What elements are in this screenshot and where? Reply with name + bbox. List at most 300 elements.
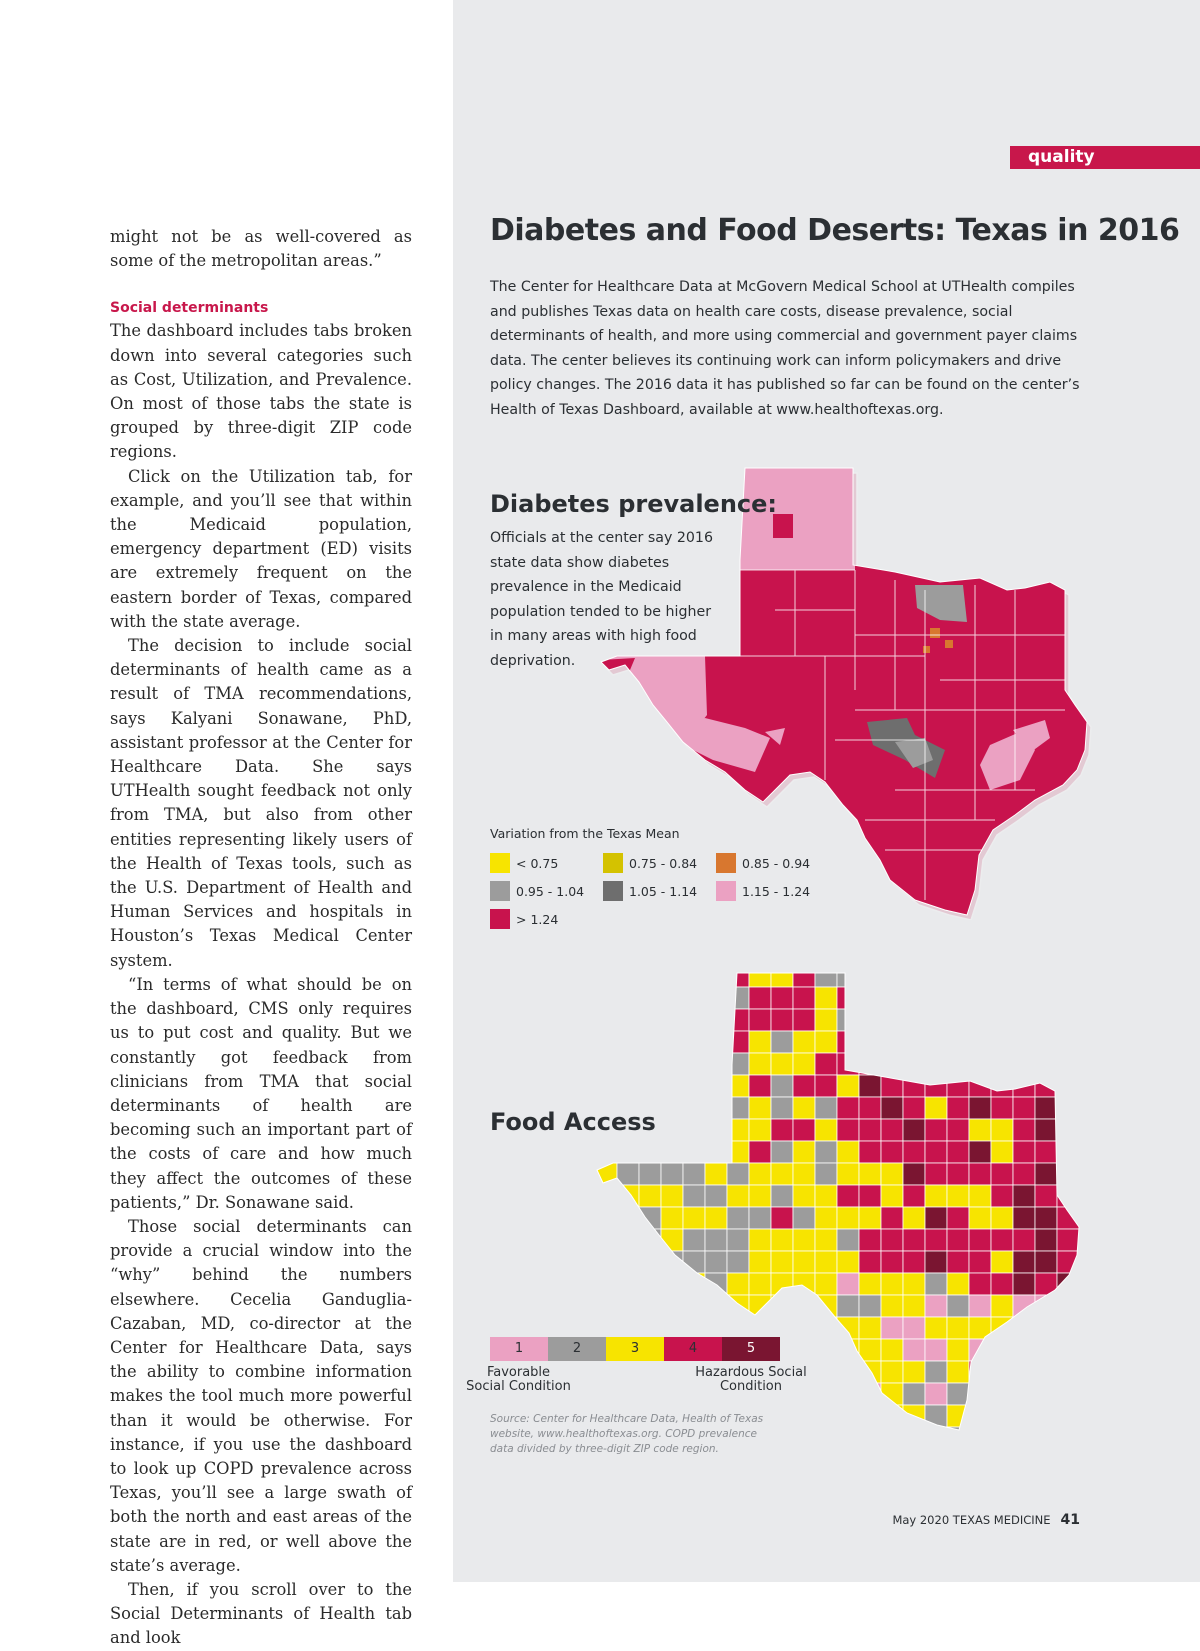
legend-swatch: [716, 853, 736, 873]
county-cell: [1035, 1339, 1057, 1361]
county-cell: [793, 1185, 815, 1207]
county-cell: [1013, 1251, 1035, 1273]
county-cell: [837, 1405, 859, 1427]
county-cell: [1079, 1097, 1101, 1119]
county-cell: [925, 1119, 947, 1141]
legend-item: 0.95 - 1.04: [490, 881, 603, 901]
county-cell: [683, 1229, 705, 1251]
county-cell: [925, 1185, 947, 1207]
county-cell: [1035, 1405, 1057, 1427]
county-cell: [595, 1361, 617, 1383]
county-cell: [881, 1295, 903, 1317]
county-cell: [925, 1383, 947, 1405]
scale-cell: 5: [722, 1337, 780, 1361]
county-cell: [705, 1053, 727, 1075]
county-cell: [903, 1229, 925, 1251]
county-cell: [903, 1273, 925, 1295]
issue-label: May 2020 TEXAS MEDICINE: [892, 1513, 1051, 1527]
county-cell: [639, 1295, 661, 1317]
county-cell: [705, 1317, 727, 1339]
county-cell: [1013, 1119, 1035, 1141]
county-cell: [1079, 1427, 1101, 1445]
county-cell: [859, 1273, 881, 1295]
county-cell: [1035, 1207, 1057, 1229]
county-cell: [969, 1097, 991, 1119]
county-cell: [859, 1339, 881, 1361]
county-cell: [815, 1251, 837, 1273]
county-cell: [1013, 1185, 1035, 1207]
county-cell: [1079, 1031, 1101, 1053]
county-cell: [683, 1317, 705, 1339]
scale-cell: 4: [664, 1337, 722, 1361]
county-cell: [925, 1141, 947, 1163]
county-cell: [1079, 1119, 1101, 1141]
county-cell: [903, 1295, 925, 1317]
legend-swatch: [490, 881, 510, 901]
county-cell: [1013, 1383, 1035, 1405]
county-cell: [815, 1053, 837, 1075]
county-cell: [815, 1361, 837, 1383]
county-cell: [969, 1405, 991, 1427]
county-cell: [771, 1273, 793, 1295]
county-cell: [1013, 1163, 1035, 1185]
county-cell: [969, 1251, 991, 1273]
county-cell: [925, 1273, 947, 1295]
county-cell: [661, 1251, 683, 1273]
county-cell: [771, 1229, 793, 1251]
county-cell: [1035, 1009, 1057, 1031]
county-cell: [859, 1405, 881, 1427]
county-cell: [903, 1097, 925, 1119]
county-cell: [859, 1185, 881, 1207]
county-cell: [1079, 1207, 1101, 1229]
county-cell: [903, 1075, 925, 1097]
page-footer: [892, 1512, 1080, 1528]
county-cell: [617, 1141, 639, 1163]
county-cell: [969, 965, 991, 987]
county-cell: [969, 1229, 991, 1251]
county-cell: [991, 987, 1013, 1009]
county-cell: [815, 1383, 837, 1405]
county-cell: [925, 1031, 947, 1053]
county-cell: [947, 1119, 969, 1141]
county-cell: [925, 965, 947, 987]
county-cell: [1013, 1427, 1035, 1445]
county-cell: [1079, 1053, 1101, 1075]
county-cell: [705, 1097, 727, 1119]
county-cell: [749, 1031, 771, 1053]
article-paragraph: The dashboard includes tabs broken down into several categories such as Cost, Utilization, and Prevalence. On most of those tabs the state is grouped by three-digit ZIP code regions.: [110, 321, 412, 462]
county-cell: [683, 1185, 705, 1207]
county-cell: [793, 1141, 815, 1163]
county-cell: [617, 987, 639, 1009]
legend-item: 0.75 - 0.84: [603, 853, 716, 873]
county-cell: [859, 1295, 881, 1317]
county-cell: [661, 987, 683, 1009]
county-cell: [859, 1119, 881, 1141]
county-cell: [595, 1383, 617, 1405]
county-cell: [1079, 1141, 1101, 1163]
county-cell: [837, 987, 859, 1009]
county-cell: [815, 1229, 837, 1251]
county-cell: [1013, 1097, 1035, 1119]
county-cell: [837, 1295, 859, 1317]
county-cell: [595, 1295, 617, 1317]
county-cell: [969, 1295, 991, 1317]
county-cell: [793, 1053, 815, 1075]
county-cell: [991, 1383, 1013, 1405]
county-cell: [661, 1317, 683, 1339]
county-cell: [683, 1141, 705, 1163]
county-cell: [969, 1361, 991, 1383]
county-cell: [815, 1317, 837, 1339]
county-cell: [749, 1075, 771, 1097]
county-cell: [771, 965, 793, 987]
county-cell: [1079, 1383, 1101, 1405]
county-cell: [859, 1163, 881, 1185]
diabetes-map-description: Officials at the center say 2016 state data show diabetes prevalence in the Medicaid population tended to be higher in many areas with high food deprivation.: [490, 530, 713, 669]
county-cell: [859, 1251, 881, 1273]
county-cell: [683, 1207, 705, 1229]
county-cell: [859, 1141, 881, 1163]
county-cell: [683, 1295, 705, 1317]
county-cell: [683, 1031, 705, 1053]
article-paragraph: Those social determinants can provide a crucial window into the “why” behind the numbers elsewhere. Cecelia Ganduglia-Cazaban, MD, co-director at the Center for Healthcare Data, says the ability to combine information makes the tool much more powerful than it would be otherwise. For instance, if you use the dashboard to look up COPD prevalence across Texas, you’ll see a large swath of both the north and east areas of the state are in red, or well above the state’s average.: [110, 1216, 412, 1575]
county-cell: [837, 1185, 859, 1207]
county-cell: [859, 1317, 881, 1339]
county-cell: [771, 1119, 793, 1141]
county-cell: [1057, 1339, 1079, 1361]
county-cell: [727, 1185, 749, 1207]
county-cell: [683, 1075, 705, 1097]
source-note: Source: Center for Healthcare Data, Health of Texas website, www.healthoftexas.org. COPD prevalence data divided by three-digit ZIP code region.: [490, 1413, 764, 1455]
county-cell: [771, 1295, 793, 1317]
county-cell: [1057, 1383, 1079, 1405]
county-cell: [683, 1053, 705, 1075]
county-cell: [947, 1031, 969, 1053]
county-cell: [595, 1317, 617, 1339]
county-cell: [991, 1251, 1013, 1273]
county-cell: [705, 965, 727, 987]
county-cell: [749, 1119, 771, 1141]
county-cell: [815, 1141, 837, 1163]
legend-swatch: [490, 853, 510, 873]
county-cell: [771, 1251, 793, 1273]
county-cell: [639, 1163, 661, 1185]
county-cell: [749, 1251, 771, 1273]
county-cell: [639, 1383, 661, 1405]
county-cell: [661, 1053, 683, 1075]
county-cell: [1057, 1075, 1079, 1097]
county-cell: [683, 1119, 705, 1141]
county-cell: [705, 1141, 727, 1163]
county-cell: [903, 1119, 925, 1141]
county-cell: [991, 1339, 1013, 1361]
county-cell: [595, 1207, 617, 1229]
county-cell: [881, 1119, 903, 1141]
county-cell: [903, 1185, 925, 1207]
legend-item: < 0.75: [490, 853, 603, 873]
county-cell: [1013, 965, 1035, 987]
county-cell: [947, 965, 969, 987]
county-cell: [727, 1317, 749, 1339]
county-cell: [793, 1207, 815, 1229]
county-cell: [969, 1273, 991, 1295]
county-cell: [903, 1251, 925, 1273]
county-cell: [859, 987, 881, 1009]
county-cell: [639, 1031, 661, 1053]
county-cell: [947, 1273, 969, 1295]
county-cell: [947, 1141, 969, 1163]
county-cell: [991, 1405, 1013, 1427]
article-paragraph: “In terms of what should be on the dashboard, CMS only requires us to put cost and quality. But we constantly got feedback from clinicians from TMA that social determinants of health are becoming such an important part of the costs of care and how much they affect the outcomes of these patients,” Dr. Sonawane said.: [110, 974, 412, 1212]
county-cell: [881, 1141, 903, 1163]
county-cell: [991, 1207, 1013, 1229]
county-cell: [595, 1009, 617, 1031]
county-cell: [683, 1163, 705, 1185]
county-cell: [1079, 1163, 1101, 1185]
county-cell: [617, 1317, 639, 1339]
county-cell: [947, 1097, 969, 1119]
legend-swatch: [490, 909, 510, 929]
county-cell: [727, 965, 749, 987]
county-cell: [617, 1383, 639, 1405]
county-cell: [1035, 1427, 1057, 1445]
county-cell: [705, 1119, 727, 1141]
county-cell: [947, 1075, 969, 1097]
county-cell: [617, 1295, 639, 1317]
county-cell: [837, 1207, 859, 1229]
county-cell: [815, 1031, 837, 1053]
county-cell: [1035, 1163, 1057, 1185]
county-cell: [639, 1317, 661, 1339]
county-cell: [859, 1031, 881, 1053]
county-cell: [969, 987, 991, 1009]
county-cell: [705, 1251, 727, 1273]
county-cell: [991, 1361, 1013, 1383]
county-cell: [661, 1141, 683, 1163]
county-cell: [925, 1009, 947, 1031]
county-cell: [991, 1097, 1013, 1119]
county-cell: [925, 1163, 947, 1185]
county-cell: [881, 1427, 903, 1445]
county-cell: [1035, 987, 1057, 1009]
county-cell: [793, 1295, 815, 1317]
county-cell: [683, 1009, 705, 1031]
county-cell: [969, 1141, 991, 1163]
county-cell: [1079, 965, 1101, 987]
food-access-map-title: Food Access: [490, 1108, 656, 1136]
county-cell: [1013, 1273, 1035, 1295]
county-cell: [661, 1383, 683, 1405]
county-cell: [881, 1053, 903, 1075]
county-cell: [793, 1229, 815, 1251]
county-cell: [1013, 987, 1035, 1009]
county-cell: [617, 1251, 639, 1273]
county-cell: [1035, 1251, 1057, 1273]
county-cell: [771, 1405, 793, 1427]
county-cell: [837, 1163, 859, 1185]
county-cell: [925, 1075, 947, 1097]
sidebar-intro: The Center for Healthcare Data at McGovern Medical School at UTHealth compiles and publishes Texas data on health care costs, disease prevalence, social determinants of health, and more using commercial and government payer claims data. The center believes its continuing work can inform policymakers and drive policy changes. The 2016 data it has published so far can be found on the center’s Health of Texas Dashboard, available at www.healthoftexas.org.: [490, 279, 1080, 418]
county-cell: [749, 1053, 771, 1075]
county-cell: [925, 1229, 947, 1251]
county-cell: [793, 987, 815, 1009]
county-cell: [881, 1361, 903, 1383]
county-cell: [705, 1185, 727, 1207]
diabetes-map-title: Diabetes prevalence:: [490, 490, 778, 518]
county-cell: [1079, 987, 1101, 1009]
county-cell: [639, 1075, 661, 1097]
sidebar-headline: Diabetes and Food Deserts: Texas in 2016: [490, 213, 1180, 248]
county-cell: [793, 1163, 815, 1185]
county-cell: [793, 1339, 815, 1361]
county-cell: [903, 1009, 925, 1031]
county-cell: [859, 1097, 881, 1119]
county-cell: [881, 1317, 903, 1339]
county-cell: [815, 1339, 837, 1361]
county-cell: [639, 1185, 661, 1207]
county-cell: [1035, 1273, 1057, 1295]
county-cell: [969, 1119, 991, 1141]
page-number: 41: [1060, 1512, 1080, 1528]
article-paragraph: might not be as well-covered as some of the metropolitan areas.”: [110, 227, 412, 271]
county-cell: [837, 1317, 859, 1339]
county-cell: [1035, 1185, 1057, 1207]
county-cell: [1057, 1229, 1079, 1251]
county-cell: [1057, 1207, 1079, 1229]
county-cell: [727, 1251, 749, 1273]
county-cell: [595, 1075, 617, 1097]
county-cell: [617, 1229, 639, 1251]
county-cell: [705, 1075, 727, 1097]
county-cell: [837, 1251, 859, 1273]
county-cell: [925, 1361, 947, 1383]
county-cell: [1035, 1383, 1057, 1405]
county-cell: [1035, 1031, 1057, 1053]
county-cell: [815, 1075, 837, 1097]
county-cell: [639, 1273, 661, 1295]
county-cell: [859, 1427, 881, 1445]
county-cell: [947, 1405, 969, 1427]
county-cell: [1057, 1295, 1079, 1317]
county-cell: [639, 1251, 661, 1273]
county-cell: [947, 1317, 969, 1339]
county-cell: [815, 1009, 837, 1031]
county-cell: [771, 1207, 793, 1229]
county-cell: [881, 1163, 903, 1185]
county-cell: [771, 1097, 793, 1119]
county-cell: [771, 1053, 793, 1075]
county-cell: [639, 965, 661, 987]
county-cell: [859, 1075, 881, 1097]
county-cell: [639, 1207, 661, 1229]
county-cell: [991, 1075, 1013, 1097]
county-cell: [771, 1317, 793, 1339]
county-cell: [1035, 1097, 1057, 1119]
article-paragraph: Click on the Utilization tab, for example, and you’ll see that within the Medicaid population, emergency department (ED) visits are extremely frequent on the eastern border of Texas, compared with the state average.: [110, 466, 412, 631]
county-cell: [1057, 1119, 1079, 1141]
county-cell: [969, 1075, 991, 1097]
county-cell: [903, 1427, 925, 1445]
county-cell: [793, 1075, 815, 1097]
county-cell: [727, 1141, 749, 1163]
county-cell: [1035, 1053, 1057, 1075]
county-cell: [727, 1295, 749, 1317]
county-cell: [683, 965, 705, 987]
county-cell: [947, 1251, 969, 1273]
county-cell: [661, 1075, 683, 1097]
county-cell: [859, 1361, 881, 1383]
county-cell: [1057, 1361, 1079, 1383]
county-cell: [881, 1185, 903, 1207]
county-cell: [815, 1185, 837, 1207]
county-cell: [1035, 965, 1057, 987]
county-cell: [705, 1295, 727, 1317]
county-cell: [881, 1339, 903, 1361]
county-cell: [749, 1317, 771, 1339]
county-cell: [881, 1273, 903, 1295]
county-cell: [639, 1361, 661, 1383]
county-cell: [771, 1141, 793, 1163]
county-cell: [925, 1295, 947, 1317]
county-cell: [991, 1119, 1013, 1141]
county-cell: [617, 1031, 639, 1053]
county-cell: [661, 1097, 683, 1119]
county-cell: [925, 1207, 947, 1229]
county-cell: [881, 1229, 903, 1251]
county-cell: [991, 1031, 1013, 1053]
county-cell: [881, 965, 903, 987]
county-cell: [793, 1427, 815, 1445]
county-cell: [661, 1119, 683, 1141]
county-cell: [859, 1207, 881, 1229]
county-cell: [1079, 1229, 1101, 1251]
county-cell: [749, 1097, 771, 1119]
county-cell: [595, 1141, 617, 1163]
article-column: [110, 225, 412, 1651]
county-cell: [903, 1317, 925, 1339]
article-paragraph: Then, if you scroll over to the Social Determinants of Health tab and look: [110, 1579, 412, 1648]
county-cell: [595, 1053, 617, 1075]
county-cell: [705, 1163, 727, 1185]
county-cell: [925, 1097, 947, 1119]
county-cell: [903, 1339, 925, 1361]
county-cell: [1035, 1229, 1057, 1251]
county-cell: [727, 1053, 749, 1075]
county-cell: [661, 1009, 683, 1031]
county-cell: [991, 1185, 1013, 1207]
county-cell: [727, 1207, 749, 1229]
county-cell: [947, 1339, 969, 1361]
county-cell: [969, 1383, 991, 1405]
county-cell: [1057, 1031, 1079, 1053]
county-cell: [991, 1009, 1013, 1031]
county-cell: [1013, 1075, 1035, 1097]
county-cell: [881, 1251, 903, 1273]
county-cell: [1013, 1031, 1035, 1053]
county-cell: [1079, 1273, 1101, 1295]
diabetes-legend: [490, 826, 829, 933]
article-subhead: Social determinants: [110, 300, 269, 317]
county-cell: [903, 1031, 925, 1053]
county-cell: [947, 1229, 969, 1251]
county-cell: [639, 987, 661, 1009]
legend-swatch: [603, 853, 623, 873]
county-cell: [837, 1141, 859, 1163]
scale-cell: 2: [548, 1337, 606, 1361]
county-cell: [881, 1009, 903, 1031]
